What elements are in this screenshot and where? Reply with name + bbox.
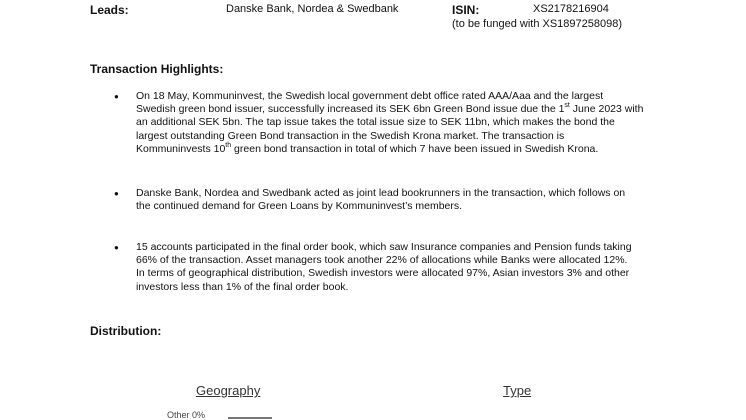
isin-value: XS2178216904 — [533, 3, 609, 15]
paragraph-line: Danske Bank, Nordea and Swedbank acted as joint lead bookrunners in the transaction, which follows on — [136, 187, 626, 199]
type-chart-title: Type — [503, 383, 532, 398]
bullet-icon: ● — [114, 92, 119, 101]
highlight-paragraph-3 — [136, 241, 661, 294]
bullet-icon: ● — [114, 243, 119, 252]
isin-note: (to be funged with XS1897258098) — [452, 18, 623, 30]
paragraph-line: In terms of geographical distribution, Swedish investors were allocated 97%, Asian investors 3% and other — [136, 267, 630, 280]
geography-other-label: Other 0% — [167, 410, 206, 420]
highlight-paragraph-2 — [136, 187, 661, 213]
paragraph-line: an additional SEK 5bn. The tap issue takes the total issue size to SEK 11bn, which makes the bond the — [136, 116, 615, 129]
paragraph-line: Kommuninvests 10th green bond transaction in total of which 7 have been issued in Swedish Krona. — [136, 141, 599, 155]
highlight-paragraph-1 — [136, 90, 661, 156]
paragraph-line: 66% of the transaction. Asset managers took another 22% of allocations while Banks were allocated 12%. — [136, 254, 628, 267]
bullet-icon: ● — [114, 189, 119, 198]
paragraph-line: investors less than 1% of the final order book. — [136, 280, 349, 293]
paragraph-line: On 18 May, Kommuninvest, the Swedish local government debt office rated AAA/Aaa and the largest — [136, 90, 604, 102]
paragraph-line: 15 accounts participated in the final order book, which saw Insurance companies and Pension funds taking — [136, 241, 632, 253]
paragraph-line: the continued demand for Green Loans by Kommuninvest’s members. — [136, 200, 463, 213]
geography-chart-title: Geography — [196, 383, 261, 398]
isin-label: ISIN: — [452, 3, 480, 17]
paragraph-line: Swedish green bond issuer, successfully increased its SEK 6bn Green Bond issue due the 1st June 2023 with — [136, 102, 644, 116]
leads-label: Leads: — [90, 3, 129, 17]
leads-value: Danske Bank, Nordea & Swedbank — [226, 3, 399, 15]
transaction-highlights-heading: Transaction Highlights: — [90, 62, 224, 76]
paragraph-line: largest outstanding Green Bond transaction in the Swedish Krona market. The transaction is — [136, 129, 565, 142]
distribution-heading: Distribution: — [90, 324, 162, 338]
geography-chart-clipped-label — [216, 414, 286, 419]
